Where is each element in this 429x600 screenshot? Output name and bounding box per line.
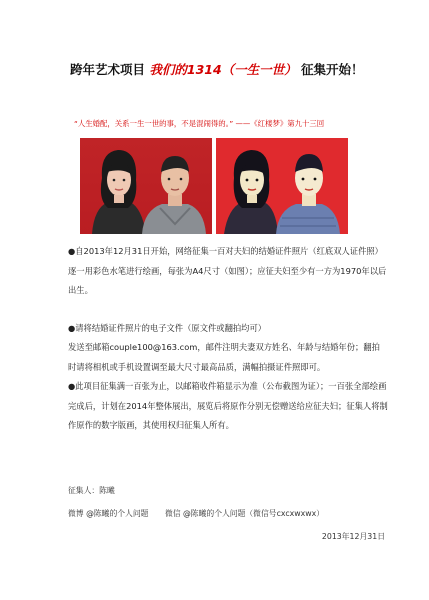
paragraph-submission: 发送至邮箱couple100@163.com，邮件注明夫妻双方姓名、年龄与结婚年份；翻拍时请将相机或手机设置调至最大尺寸最高品质，满幅拍摄证件照即可。 bbox=[68, 342, 380, 372]
paragraph-eligibility: ●自2013年12月31日开始，网络征集一百对夫妇的结婚证件照片（红底双人证件照）逐一用彩色水笔进行绘画，每张为A4尺寸（如图）；应征夫妇至少有一方为1970年以后出生。 bbox=[68, 246, 387, 295]
social-accounts bbox=[68, 508, 324, 519]
paragraph-terms: ●此项目征集满一百张为止，以邮箱收件箱显示为准（公布截图为证）；一百张全部绘画完成后，计划在2014年整体展出，展览后将原作分别无偿赠送给应征夫妇；征集人将制作原作的数字版画，其使用权归征集人所有。 bbox=[68, 381, 388, 430]
signature: 征集人：陈曦 bbox=[68, 486, 115, 495]
wedding-photo bbox=[80, 138, 212, 234]
quote: “人生婚配，关系一生一世的事，不是混闹得的。” ——《红楼梦》第九十三回 bbox=[74, 119, 325, 128]
title-highlight: 我们的1314（一生一世） bbox=[149, 62, 297, 77]
title-suffix: 征集开始！ bbox=[301, 62, 364, 77]
publish-date: 2013年12月31日 bbox=[321, 532, 385, 541]
painted-portrait bbox=[216, 138, 348, 234]
example-images bbox=[80, 138, 348, 234]
paragraph-submission-heading: ●请将结婚证件照片的电子文件（原文件或翻拍均可） bbox=[68, 323, 267, 333]
title-prefix: 跨年艺术项目 bbox=[70, 62, 146, 77]
weibo-account: 微博 @陈曦的个人问题 bbox=[68, 509, 149, 518]
weixin-account: 微信 @陈曦的个人问题（微信号cxcxwxwx） bbox=[164, 509, 325, 518]
page-title bbox=[70, 60, 410, 78]
